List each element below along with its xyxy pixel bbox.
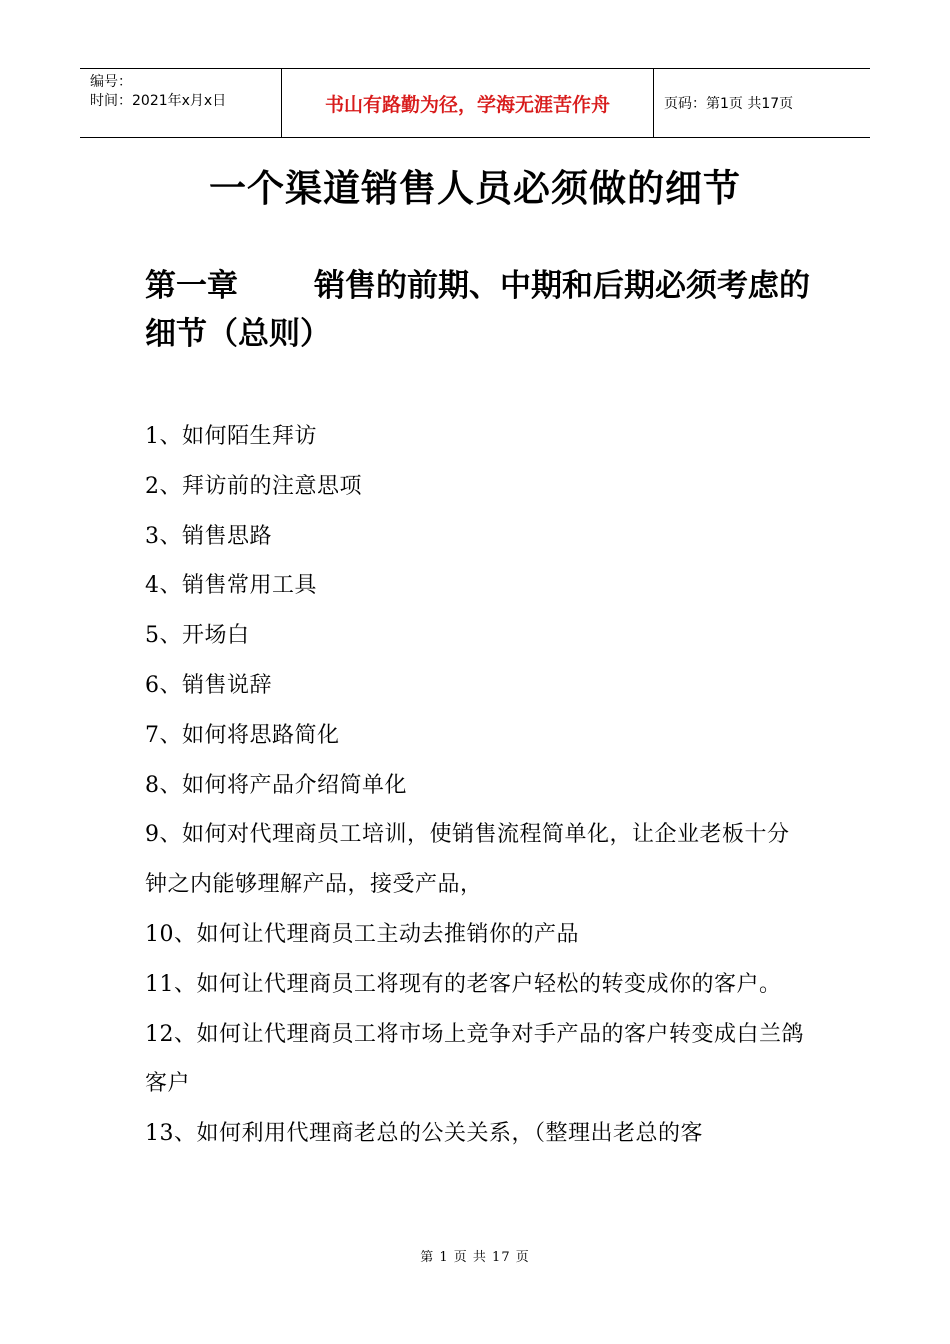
list-item: 1、如何陌生拜访 xyxy=(145,424,317,449)
header-page-info: 页码：第1页 共17页 xyxy=(664,96,794,112)
chapter-title: 销售的前期、中期和后期必须考虑的细节（总则） xyxy=(145,268,810,352)
header-motto: 书山有路勤为径，学海无涯苦作舟 xyxy=(281,69,654,137)
list-item: 6、销售说辞 xyxy=(145,672,272,698)
page-footer: 第 1 页 共 17 页 xyxy=(420,1250,530,1265)
list-item: 8、如何将产品介绍简单化 xyxy=(145,772,407,798)
list-item: 4、销售常用工具 xyxy=(145,573,317,599)
list-item: 7、如何将思路简化 xyxy=(145,722,340,748)
page-header xyxy=(80,68,870,138)
list-item: 13、如何利用代理商老总的公关关系，（整理出老总的客 xyxy=(145,1121,703,1147)
list-item: 2、拜访前的注意思项 xyxy=(145,473,362,499)
list-item: 5、开场白 xyxy=(145,623,250,649)
header-meta xyxy=(80,69,281,137)
list-item: 11、如何让代理商员工将现有的老客户轻松的转变成你的客户。 xyxy=(145,971,782,997)
chapter-heading xyxy=(145,262,810,358)
list-item: 12、如何让代理商员工将市场上竞争对手产品的客户转变成白兰鸽客户 xyxy=(145,1021,804,1097)
chapter-number: 第一章 xyxy=(145,268,238,304)
list-item: 3、销售思路 xyxy=(145,523,272,549)
list-item: 9、如何对代理商员工培训，使销售流程简单化，让企业老板十分钟之内能够理解产品，接受产品， xyxy=(145,822,790,898)
time-label: 时间：2021年x月x日 xyxy=(90,93,227,109)
number-label: 编号： xyxy=(90,74,132,90)
list-item: 10、如何让代理商员工主动去推销你的产品 xyxy=(145,921,579,947)
document-title: 一个渠道销售人员必须做的细节 xyxy=(209,167,741,210)
detail-list xyxy=(145,412,810,1159)
